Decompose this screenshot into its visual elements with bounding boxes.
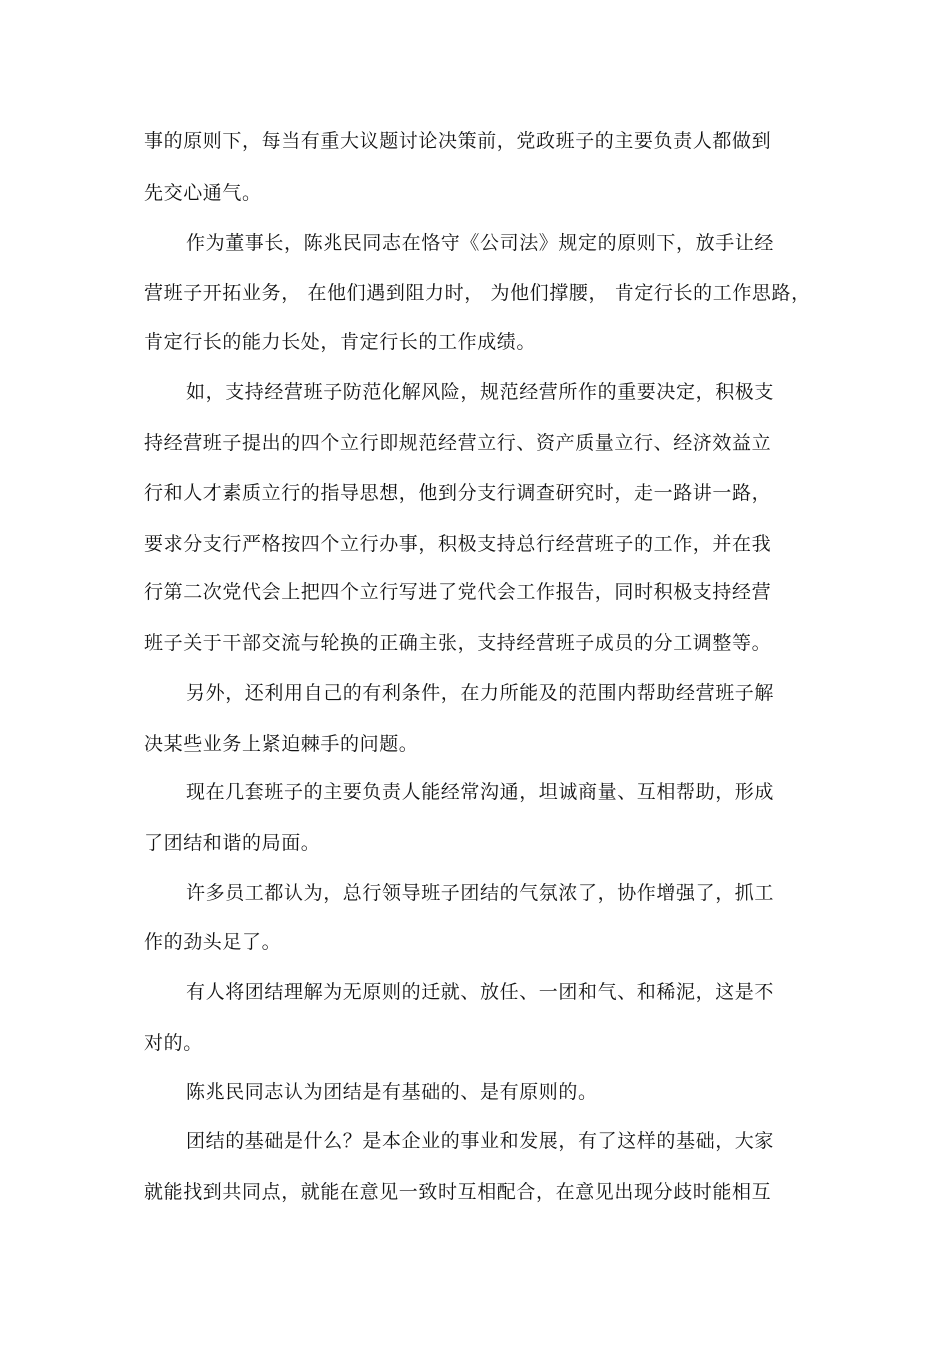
text-line: 就能找到共同点，就能在意见一致时互相配合，在意见出现分歧时能相互 xyxy=(144,1181,772,1203)
text-line: 先交心通气。 xyxy=(144,182,262,204)
text-line: 持经营班子提出的四个立行即规范经营立行、资产质量立行、经济效益立 xyxy=(144,432,772,454)
text-line: 营班子开拓业务， 在他们遇到阻力时， 为他们撑腰， 肯定行长的工作思路， xyxy=(144,282,811,304)
text-line: 作为董事长，陈兆民同志在恪守《公司法》规定的原则下，放手让经 xyxy=(186,232,775,254)
text-line: 现在几套班子的主要负责人能经常沟通，坦诚商量、互相帮助，形成 xyxy=(186,781,775,803)
text-line: 行第二次党代会上把四个立行写进了党代会工作报告，同时积极支持经营 xyxy=(144,581,772,603)
text-line: 对的。 xyxy=(144,1032,203,1054)
text-line: 如，支持经营班子防范化解风险，规范经营所作的重要决定，积极支 xyxy=(186,381,775,403)
text-line: 另外，还利用自己的有利条件，在力所能及的范围内帮助经营班子解 xyxy=(186,682,775,704)
text-line: 行和人才素质立行的指导思想，他到分支行调查研究时，走一路讲一路， xyxy=(144,482,772,504)
text-line: 有人将团结理解为无原则的迁就、放任、一团和气、和稀泥，这是不 xyxy=(186,981,775,1003)
text-line: 作的劲头足了。 xyxy=(144,931,282,953)
text-line: 肯定行长的能力长处，肯定行长的工作成绩。 xyxy=(144,331,537,353)
text-line: 班子关于干部交流与轮换的正确主张，支持经营班子成员的分工调整等。 xyxy=(144,632,772,654)
text-line: 事的原则下，每当有重大议题讨论决策前，党政班子的主要负责人都做到 xyxy=(144,130,772,152)
text-line: 许多员工都认为，总行领导班子团结的气氛浓了，协作增强了，抓工 xyxy=(186,882,775,904)
text-line: 要求分支行严格按四个立行办事，积极支持总行经营班子的工作，并在我 xyxy=(144,533,772,555)
text-line: 决某些业务上紧迫棘手的问题。 xyxy=(144,733,419,755)
text-line: 了团结和谐的局面。 xyxy=(144,832,321,854)
text-line: 陈兆民同志认为团结是有基础的、是有原则的。 xyxy=(186,1081,598,1103)
text-line: 团结的基础是什么？是本企业的事业和发展，有了这样的基础，大家 xyxy=(186,1130,775,1152)
